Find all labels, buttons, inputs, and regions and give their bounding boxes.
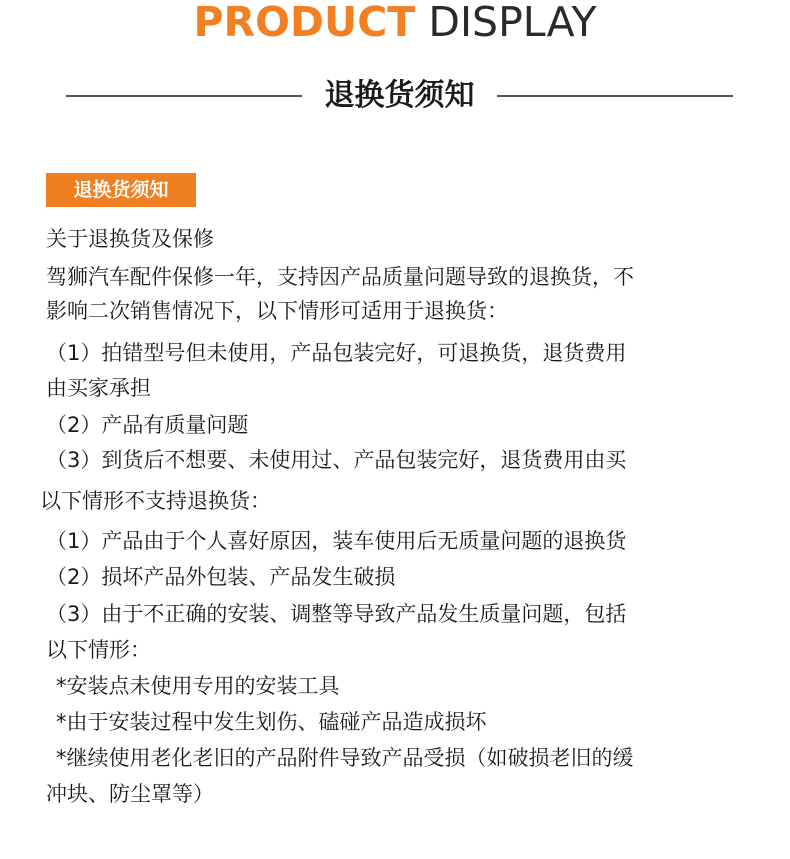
- section-heading-row: [0, 72, 790, 122]
- title-accent-word: PRODUCT: [193, 0, 416, 46]
- policy-line: （2）产品有质量问题: [46, 413, 249, 437]
- policy-line: 驾狮汽车配件保修一年，支持因产品质量问题导致的退换货，不: [46, 265, 634, 289]
- policy-line: 以下情形不支持退换货：: [40, 489, 271, 513]
- section-heading: 退换货须知: [324, 78, 475, 113]
- policy-line: （1）拍错型号但未使用，产品包装完好，可退换货，退货费用: [46, 341, 627, 365]
- policy-line: *安装点未使用专用的安装工具: [56, 674, 340, 698]
- policy-line: （2）损坏产品外包装、产品发生破损: [46, 565, 396, 589]
- right-divider: [497, 95, 733, 97]
- left-divider: [66, 95, 302, 97]
- policy-line: （3）由于不正确的安装、调整等导致产品发生质量问题，包括: [46, 602, 627, 626]
- policy-line: （3）到货后不想要、未使用过、产品包装完好，退货费用由买: [46, 448, 627, 472]
- policy-line: （1）产品由于个人喜好原因，装车使用后无质量问题的退换货: [46, 529, 627, 553]
- policy-line: 由买家承担: [46, 376, 151, 400]
- title-plain-word: DISPLAY: [428, 0, 597, 46]
- policy-line: 影响二次销售情况下，以下情形可适用于退换货：: [46, 299, 508, 323]
- policy-line: 以下情形：: [46, 638, 151, 662]
- policy-line: *由于安装过程中发生划伤、磕碰产品造成损坏: [56, 710, 487, 734]
- policy-line: *继续使用老化老旧的产品附件导致产品受损（如破损老旧的缓: [56, 746, 634, 770]
- policy-line: 冲块、防尘罩等）: [46, 782, 214, 806]
- section-tag: 退换货须知: [46, 173, 196, 207]
- policy-line: 关于退换货及保修: [46, 227, 214, 251]
- page-title: [0, 0, 790, 44]
